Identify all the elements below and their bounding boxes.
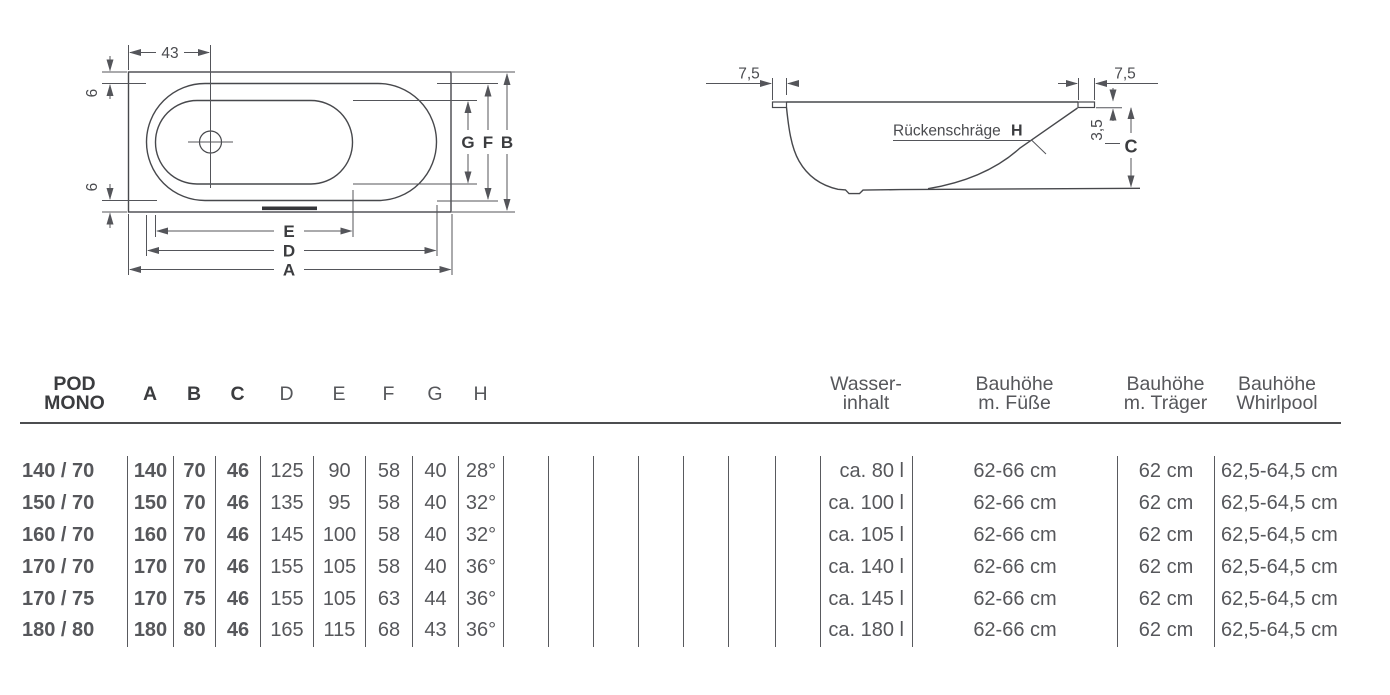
cell-empty	[638, 615, 683, 647]
cell-empty	[728, 488, 775, 520]
cell-height-feet: 62-66 cm	[912, 520, 1117, 552]
cell-empty	[638, 551, 683, 583]
cell-b: 80	[173, 615, 215, 647]
cell-h: 36°	[458, 583, 503, 615]
cell-water: ca. 145 l	[820, 583, 912, 615]
cell-empty	[728, 520, 775, 552]
cell-empty	[728, 615, 775, 647]
left-lip	[773, 102, 787, 108]
dim-75-right-label: 7,5	[1114, 65, 1136, 83]
cell-model: 140 / 70	[22, 460, 95, 483]
cell-b: 70	[173, 488, 215, 520]
col-header-height-whirlpool	[1214, 370, 1390, 418]
cell-height-feet: 62-66 cm	[912, 551, 1117, 583]
cell-empty	[775, 615, 820, 647]
col-header-height-feet-line2: m. Füße	[978, 392, 1051, 414]
cell-empty	[593, 551, 638, 583]
cell-empty	[593, 520, 638, 552]
cell-height-feet: 62-66 cm	[912, 615, 1117, 647]
cell-e: 90	[313, 456, 365, 488]
dim-75-left-label: 7,5	[738, 65, 760, 83]
col-header-spacer	[503, 370, 820, 418]
cell-c: 46	[215, 583, 260, 615]
cell-empty	[775, 456, 820, 488]
cell-empty	[683, 456, 728, 488]
back-slope-label: Rückenschräge	[893, 122, 1001, 140]
col-header-height-support-line2: m. Träger	[1123, 392, 1208, 414]
cell-empty	[638, 456, 683, 488]
dim-b-label: B	[500, 133, 514, 152]
cell-model: 170 / 70	[22, 555, 95, 578]
cell-empty	[548, 551, 593, 583]
cell-e: 95	[313, 488, 365, 520]
col-header-height-support-line1: Bauhöhe	[1126, 373, 1205, 395]
cell-empty	[503, 551, 548, 583]
cell-empty	[728, 551, 775, 583]
cell-b: 75	[173, 583, 215, 615]
dim-6-top-label: 6	[84, 88, 101, 98]
cell-water: ca. 140 l	[820, 551, 912, 583]
cell-height-whirlpool: 62,5-64,5 cm	[1214, 615, 1390, 647]
cell-empty	[683, 583, 728, 615]
cell-g: 44	[412, 583, 458, 615]
cell-empty	[775, 551, 820, 583]
col-header-f: F	[382, 382, 395, 405]
tub-floor	[156, 101, 353, 185]
cell-h: 36°	[458, 551, 503, 583]
cell-empty	[503, 520, 548, 552]
cell-height-support: 62 cm	[1117, 551, 1214, 583]
col-header-water	[820, 370, 912, 418]
col-header-c: C	[230, 382, 245, 405]
cell-f: 58	[365, 520, 412, 552]
cell-e: 100	[313, 520, 365, 552]
cell-water: ca. 180 l	[820, 615, 912, 647]
table-row	[0, 488, 1390, 520]
col-header-a: A	[142, 382, 158, 405]
cell-empty	[593, 615, 638, 647]
cell-d: 155	[260, 551, 313, 583]
cell-empty	[503, 488, 548, 520]
cell-height-support: 62 cm	[1117, 615, 1214, 647]
cell-empty	[548, 456, 593, 488]
overflow-bar	[262, 207, 317, 211]
cell-a: 150	[127, 488, 173, 520]
cell-height-whirlpool: 62,5-64,5 cm	[1214, 583, 1390, 615]
cell-model: 180 / 80	[22, 619, 95, 642]
cell-height-whirlpool: 62,5-64,5 cm	[1214, 551, 1390, 583]
cell-empty	[638, 520, 683, 552]
cell-empty	[728, 583, 775, 615]
cell-empty	[775, 488, 820, 520]
cell-empty	[683, 520, 728, 552]
cell-empty	[775, 520, 820, 552]
cell-d: 165	[260, 615, 313, 647]
col-header-h: H	[473, 382, 488, 405]
cell-a: 140	[127, 456, 173, 488]
cell-h: 32°	[458, 520, 503, 552]
cell-empty	[593, 488, 638, 520]
cell-model: 150 / 70	[22, 492, 95, 515]
cell-b: 70	[173, 520, 215, 552]
cell-empty	[638, 583, 683, 615]
dim-d-label: D	[282, 241, 296, 261]
cell-height-support: 62 cm	[1117, 520, 1214, 552]
cell-empty	[548, 615, 593, 647]
col-header-water-line1: Wasser-	[830, 373, 902, 395]
top-view-drawing	[84, 45, 515, 280]
cell-empty	[683, 551, 728, 583]
cell-e: 115	[313, 615, 365, 647]
cell-d: 155	[260, 583, 313, 615]
cell-height-support: 62 cm	[1117, 488, 1214, 520]
col-header-e: E	[332, 382, 346, 405]
cell-water: ca. 105 l	[820, 520, 912, 552]
cell-empty	[503, 583, 548, 615]
table-row	[0, 615, 1390, 647]
side-view-drawing	[706, 66, 1158, 194]
col-header-height-feet	[912, 370, 1117, 418]
table-body	[0, 456, 1390, 647]
dim-6-bottom-label: 6	[84, 182, 101, 192]
cell-model: 160 / 70	[22, 523, 95, 546]
cell-empty	[775, 583, 820, 615]
cell-g: 40	[412, 520, 458, 552]
cell-height-feet: 62-66 cm	[912, 456, 1117, 488]
cell-g: 40	[412, 488, 458, 520]
dim-f-label: F	[482, 133, 494, 152]
technical-drawings	[0, 0, 1390, 330]
cell-a: 160	[127, 520, 173, 552]
cell-f: 68	[365, 615, 412, 647]
cell-height-whirlpool: 62,5-64,5 cm	[1214, 520, 1390, 552]
cell-f: 58	[365, 456, 412, 488]
cell-model: 170 / 75	[22, 587, 95, 610]
cell-height-support: 62 cm	[1117, 456, 1214, 488]
cell-empty	[593, 583, 638, 615]
col-header-height-feet-line1: Bauhöhe	[975, 373, 1054, 395]
col-header-b: B	[186, 382, 202, 405]
back-slope-variable: H	[1011, 122, 1023, 140]
cell-f: 63	[365, 583, 412, 615]
table-row	[0, 520, 1390, 552]
col-header-water-line2: inhalt	[842, 392, 890, 414]
cell-empty	[683, 488, 728, 520]
cell-e: 105	[313, 551, 365, 583]
cell-b: 70	[173, 456, 215, 488]
cell-a: 180	[127, 615, 173, 647]
cell-height-feet: 62-66 cm	[912, 583, 1117, 615]
cell-f: 58	[365, 488, 412, 520]
cell-empty	[503, 615, 548, 647]
cell-c: 46	[215, 615, 260, 647]
cell-c: 46	[215, 551, 260, 583]
dim-35-label: 3,5	[1089, 119, 1106, 141]
cell-empty	[548, 520, 593, 552]
cell-d: 135	[260, 488, 313, 520]
cell-empty	[683, 615, 728, 647]
cell-g: 43	[412, 615, 458, 647]
back-slope-leader	[893, 141, 1046, 155]
cell-water: ca. 80 l	[820, 456, 912, 488]
col-header-d: D	[279, 382, 294, 405]
cell-height-whirlpool: 62,5-64,5 cm	[1214, 456, 1390, 488]
cell-empty	[503, 456, 548, 488]
dim-c-label: C	[1124, 136, 1138, 157]
cell-height-feet: 62-66 cm	[912, 488, 1117, 520]
cell-g: 40	[412, 551, 458, 583]
cell-c: 46	[215, 488, 260, 520]
col-header-product: POD MONO	[44, 373, 105, 414]
col-header-height-whirlpool-line1: Bauhöhe	[1237, 373, 1317, 395]
cell-h: 36°	[458, 615, 503, 647]
dim-43-label: 43	[161, 45, 179, 62]
cell-water: ca. 100 l	[820, 488, 912, 520]
cell-empty	[638, 488, 683, 520]
header-divider	[20, 422, 1341, 424]
table-row	[0, 551, 1390, 583]
cell-height-support: 62 cm	[1117, 583, 1214, 615]
cell-f: 58	[365, 551, 412, 583]
dim-g-label: G	[461, 133, 475, 152]
col-header-height-whirlpool-line2: Whirlpool	[1236, 392, 1318, 414]
cell-h: 28°	[458, 456, 503, 488]
cell-e: 105	[313, 583, 365, 615]
cell-c: 46	[215, 520, 260, 552]
cell-empty	[728, 456, 775, 488]
cell-a: 170	[127, 583, 173, 615]
cell-empty	[593, 456, 638, 488]
table-row	[0, 456, 1390, 488]
cell-d: 145	[260, 520, 313, 552]
cell-g: 40	[412, 456, 458, 488]
cell-b: 70	[173, 551, 215, 583]
cell-h: 32°	[458, 488, 503, 520]
dim-e-label: E	[283, 222, 295, 241]
cell-a: 170	[127, 551, 173, 583]
tub-outer-rim	[129, 72, 452, 212]
cell-d: 125	[260, 456, 313, 488]
cell-empty	[548, 583, 593, 615]
cell-height-whirlpool: 62,5-64,5 cm	[1214, 488, 1390, 520]
col-header-g: G	[427, 382, 443, 405]
dim-a-label: A	[282, 260, 296, 280]
col-header-height-support	[1117, 370, 1214, 418]
back-slope	[928, 108, 1078, 189]
table-header	[0, 370, 1390, 418]
table-row	[0, 583, 1390, 615]
cell-empty	[548, 488, 593, 520]
right-lip	[1078, 102, 1095, 108]
cell-c: 46	[215, 456, 260, 488]
